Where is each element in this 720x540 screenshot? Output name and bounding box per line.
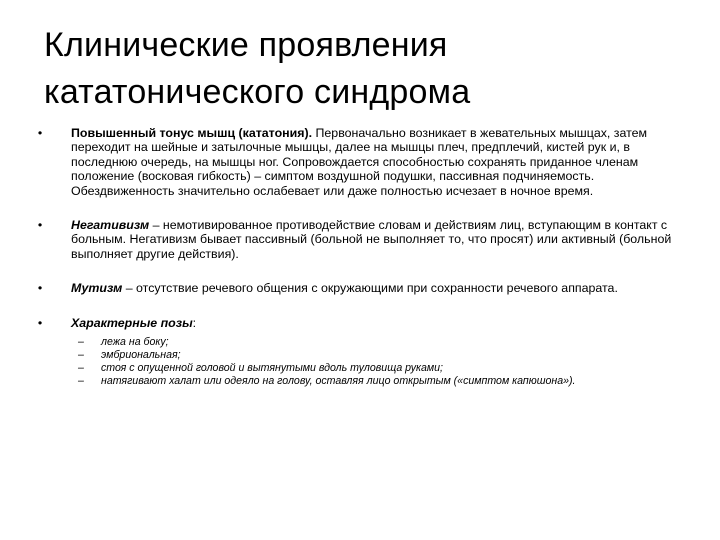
sublist-item-text: эмбриональная; xyxy=(101,349,181,362)
item-text: – отсутствие речевого общения с окружающими при сохранности речевого аппарата. xyxy=(122,281,618,296)
bullet-icon: • xyxy=(37,281,43,296)
sublist-item xyxy=(71,349,690,362)
sublist-item-text: стоя с опущенной головой и вытянутыми вдоль туловища руками; xyxy=(101,362,443,375)
sublist-item xyxy=(71,375,690,388)
sublist-item-text: лежа на боку; xyxy=(101,336,169,349)
list-item-catatonia xyxy=(30,126,690,198)
item-term: Характерные позы xyxy=(71,315,193,330)
slide-title xyxy=(44,22,684,116)
list-item-mutism xyxy=(30,281,690,295)
slide-title-line-1: Клинические проявления xyxy=(44,26,448,64)
bullet-icon: • xyxy=(37,315,43,330)
list-item-postures xyxy=(30,316,690,388)
dash-icon: – xyxy=(78,349,84,362)
sublist-item xyxy=(71,336,690,349)
dash-icon: – xyxy=(78,375,84,388)
item-text: : xyxy=(192,315,197,330)
sublist-item-text: натягивают халат или одеяло на голову, оставляя лицо открытым («симптом капюшона»). xyxy=(101,375,576,388)
dash-icon: – xyxy=(78,336,84,349)
bullet-list xyxy=(30,126,690,388)
slide-title-line-2: кататонического синдрома xyxy=(44,73,471,111)
bullet-icon: • xyxy=(37,218,43,233)
item-term: Негативизм xyxy=(71,218,150,233)
item-term: Мутизм xyxy=(71,281,123,296)
sublist-item xyxy=(71,362,690,375)
postures-sublist xyxy=(71,336,690,388)
list-item-negativism xyxy=(30,218,690,261)
item-text: – немотивированное противодействие словам и действиям лиц, вступающим в контакт с больным. Негативизм бывает пассивный (больной не выполняет то, что просят) или активный (больной выполняет другие действия). xyxy=(71,218,672,261)
item-text: Первоначально возникает в жевательных мышцах, затем переходит на шейные и затылочные мышцы, далее на мышцы плеч, предплечий, кистей рук и, в последнюю очередь, на мышцы ног. Сопровождается способностью сохранять приданное членам положение (восковая гибкость) – симптом воздушной подушки, пассивная подчиняемость. Обездвиженность значительно ослабевает или даже полностью исчезает в ночное время. xyxy=(71,126,648,198)
dash-icon: – xyxy=(78,362,84,375)
bullet-icon: • xyxy=(37,126,43,140)
item-term: Повышенный тонус мышц (кататония). xyxy=(71,126,313,140)
